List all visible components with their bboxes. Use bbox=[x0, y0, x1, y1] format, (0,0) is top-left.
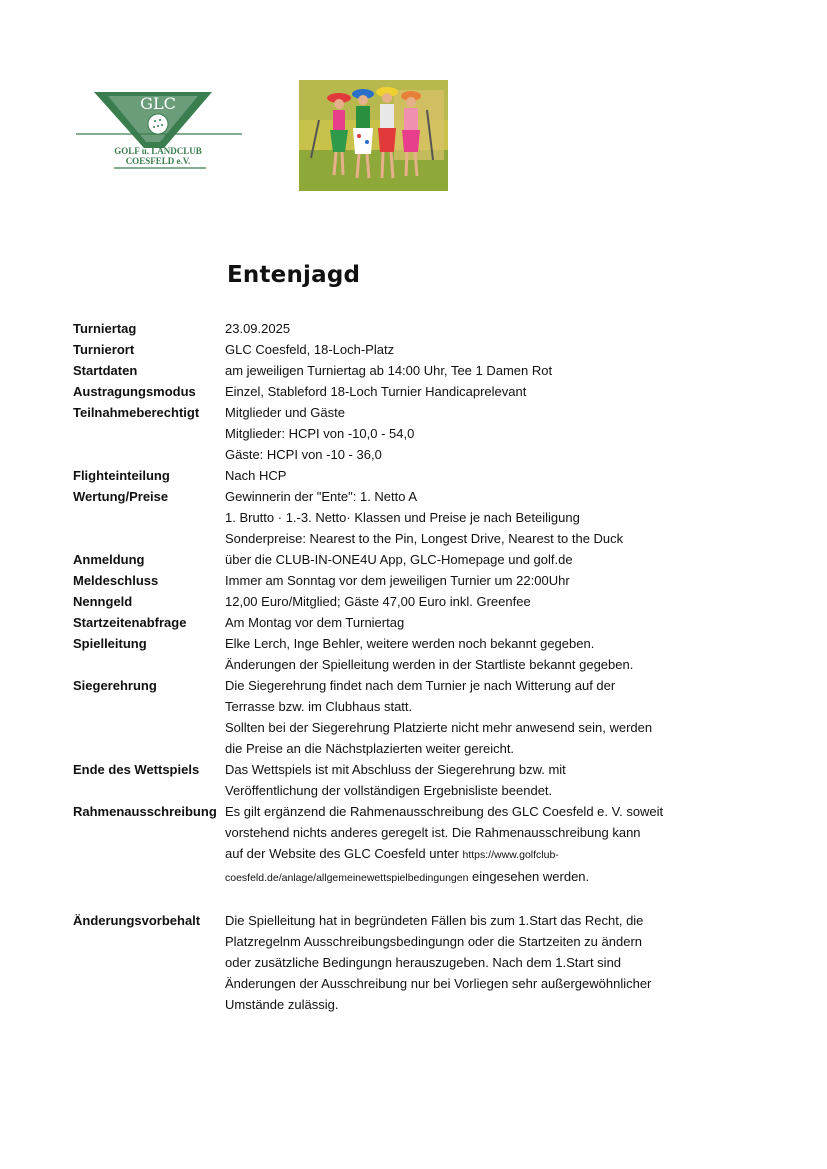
detail-value bbox=[225, 591, 713, 612]
detail-line: Einzel, Stableford 18-Loch Turnier Handicaprelevant bbox=[225, 384, 527, 399]
detail-line: Änderungen der Ausschreibung nur bei Vorliegen sehr außergewöhnlicher bbox=[225, 976, 652, 991]
detail-label: Rahmenausschreibung bbox=[73, 804, 217, 819]
detail-label: Flighteinteilung bbox=[73, 468, 170, 483]
detail-value bbox=[225, 801, 713, 889]
detail-value bbox=[225, 910, 713, 1015]
website-link[interactable]: coesfeld.de/anlage/allgemeinewettspielbedingungen bbox=[225, 872, 469, 884]
detail-line: über die CLUB-IN-ONE4U App, GLC-Homepage und golf.de bbox=[225, 552, 573, 567]
detail-value bbox=[225, 486, 713, 549]
detail-label: Wertung/Preise bbox=[73, 489, 169, 504]
detail-line: Gäste: HCPI von -10 - 36,0 bbox=[225, 447, 382, 462]
detail-label: Nenngeld bbox=[73, 594, 133, 609]
detail-line: Es gilt ergänzend die Rahmenausschreibung des GLC Coesfeld e. V. soweit bbox=[225, 804, 664, 819]
website-link[interactable]: https://www.golfclub- bbox=[462, 849, 559, 861]
detail-text: eingesehen werden. bbox=[468, 869, 590, 884]
detail-line: 1. Brutto · 1.-3. Netto· Klassen und Preise je nach Beteiligung bbox=[225, 510, 580, 525]
detail-label: Meldeschluss bbox=[73, 573, 159, 588]
detail-label: Siegerehrung bbox=[73, 678, 157, 693]
detail-row-nenngeld bbox=[73, 591, 713, 612]
golfing-women-painting bbox=[299, 80, 448, 191]
detail-line: Mitglieder: HCPI von -10,0 - 54,0 bbox=[225, 426, 415, 441]
detail-label: Teilnahmeberechtigt bbox=[73, 405, 200, 420]
detail-line: Am Montag vor dem Turniertag bbox=[225, 615, 405, 630]
detail-value bbox=[225, 360, 713, 381]
detail-line: Sollten bei der Siegerehrung Platzierte nicht mehr anwesend sein, werden bbox=[225, 720, 653, 735]
detail-line bbox=[225, 843, 713, 866]
detail-label: Anmeldung bbox=[73, 552, 145, 567]
detail-row-turniertag bbox=[73, 318, 713, 339]
detail-value bbox=[225, 675, 713, 759]
detail-line: vorstehend nichts anderes geregelt ist. Die Rahmenausschreibung kann bbox=[225, 825, 641, 840]
detail-value bbox=[225, 570, 713, 591]
detail-row-turnierort bbox=[73, 339, 713, 360]
detail-line: Terrasse bzw. im Clubhaus statt. bbox=[225, 699, 413, 714]
detail-value bbox=[225, 465, 713, 486]
detail-row-wertung-preise bbox=[73, 486, 713, 549]
detail-label: Austragungsmodus bbox=[73, 384, 196, 399]
detail-label: Ende des Wettspiels bbox=[73, 762, 200, 777]
detail-value bbox=[225, 633, 713, 675]
detail-value bbox=[225, 759, 713, 801]
club-logo bbox=[74, 88, 246, 174]
golfing-women-painting-icon bbox=[299, 80, 448, 191]
detail-row-aenderungsvorbehalt bbox=[73, 910, 713, 1015]
detail-label: Startdaten bbox=[73, 363, 138, 378]
detail-line: Veröffentlichung der vollständigen Ergebnisliste beendet. bbox=[225, 783, 553, 798]
detail-line: die Preise an die Nächstplazierten weiter gereicht. bbox=[225, 741, 515, 756]
detail-line: Mitglieder und Gäste bbox=[225, 405, 345, 420]
svg-text:GLC: GLC bbox=[140, 94, 176, 113]
detail-row-austragungsmodus bbox=[73, 381, 713, 402]
detail-line: Gewinnerin der "Ente": 1. Netto A bbox=[225, 489, 418, 504]
detail-line: Immer am Sonntag vor dem jeweiligen Turnier um 22:00Uhr bbox=[225, 573, 570, 588]
detail-line: Änderungen der Spielleitung werden in der Startliste bekannt gegeben. bbox=[225, 657, 634, 672]
detail-value bbox=[225, 402, 713, 465]
svg-text:COESFELD e.V.: COESFELD e.V. bbox=[125, 156, 191, 166]
detail-value bbox=[225, 549, 713, 570]
detail-value bbox=[225, 381, 713, 402]
spacer bbox=[73, 889, 713, 910]
detail-row-startdaten bbox=[73, 360, 713, 381]
detail-line: Umstände zulässig. bbox=[225, 997, 339, 1012]
detail-line: Platzregelnm Ausschreibungsbedingungn oder die Startzeiten zu ändern bbox=[225, 934, 642, 949]
detail-line: GLC Coesfeld, 18-Loch-Platz bbox=[225, 342, 395, 357]
detail-text: auf der Website des GLC Coesfeld unter bbox=[225, 846, 463, 861]
detail-line: 12,00 Euro/Mitglied; Gäste 47,00 Euro inkl. Greenfee bbox=[225, 594, 531, 609]
detail-value bbox=[225, 612, 713, 633]
detail-line: Sonderpreise: Nearest to the Pin, Longest Drive, Nearest to the Duck bbox=[225, 531, 624, 546]
detail-row-siegerehrung bbox=[73, 675, 713, 759]
detail-row-flighteinteilung bbox=[73, 465, 713, 486]
detail-line: oder zusätzliche Bedingungn herauszugeben. Nach dem 1.Start sind bbox=[225, 955, 622, 970]
detail-value bbox=[225, 339, 713, 360]
detail-row-startzeitenabfrage bbox=[73, 612, 713, 633]
detail-row-anmeldung bbox=[73, 549, 713, 570]
tournament-details bbox=[73, 318, 713, 1015]
svg-text:GOLF u. LANDCLUB: GOLF u. LANDCLUB bbox=[114, 146, 202, 156]
tournament-title: Entenjagd bbox=[227, 262, 361, 288]
detail-row-rahmenausschreibung bbox=[73, 801, 713, 889]
detail-line: Die Siegerehrung findet nach dem Turnier je nach Witterung auf der bbox=[225, 678, 616, 693]
detail-row-spielleitung bbox=[73, 633, 713, 675]
detail-row-teilnahmeberechtigt bbox=[73, 402, 713, 465]
detail-label: Turniertag bbox=[73, 321, 137, 336]
detail-value bbox=[225, 318, 713, 339]
detail-label: Turnierort bbox=[73, 342, 135, 357]
detail-line: am jeweiligen Turniertag ab 14:00 Uhr, Tee 1 Damen Rot bbox=[225, 363, 553, 378]
detail-line: Elke Lerch, Inge Behler, weitere werden noch bekannt gegeben. bbox=[225, 636, 595, 651]
detail-line: Die Spielleitung hat in begründeten Fällen bis zum 1.Start das Recht, die bbox=[225, 913, 644, 928]
detail-line: 23.09.2025 bbox=[225, 321, 291, 336]
glc-logo-icon bbox=[74, 88, 246, 174]
detail-row-ende-des-wettspiels bbox=[73, 759, 713, 801]
detail-row-meldeschluss bbox=[73, 570, 713, 591]
detail-label: Startzeitenabfrage bbox=[73, 615, 187, 630]
detail-line: Das Wettspiels ist mit Abschluss der Siegerehrung bzw. mit bbox=[225, 762, 566, 777]
detail-line: Nach HCP bbox=[225, 468, 287, 483]
detail-line bbox=[225, 866, 713, 889]
detail-label: Spielleitung bbox=[73, 636, 147, 651]
detail-label: Änderungsvorbehalt bbox=[73, 913, 201, 928]
